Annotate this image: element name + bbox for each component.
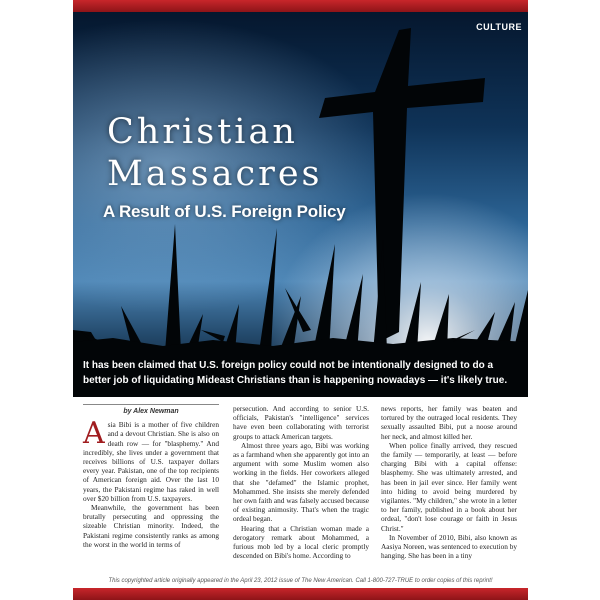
bottom-color-bar [73, 588, 528, 600]
cross-silhouette [319, 28, 485, 342]
headline-line-2: Massacres [107, 154, 323, 194]
subtitle: A Result of U.S. Foreign Policy [103, 202, 346, 221]
paragraph: Meanwhile, the government has been brutally persecuting and oppressing the sizeable Christian minority. Indeed, the Pakistani regime consistently ranks as among the worst in the world in terms of [83, 503, 219, 549]
headline-line-1: Christian [107, 112, 298, 152]
paragraph-text: sia Bibi is a mother of five children and a devout Christian. She is also on death row — for "blasphemy." And incredibly, she lives under a government that receives billions of U.S. taxpayer dollars every year. Pakistan, one of the top recipients of American foreign aid. Over the last 10 years, the Pakistani regime has raked in well over $20 billion from U.S. taxpayers. [83, 420, 219, 503]
paragraph: Almost three years ago, Bibi was working as a farmhand when she apparently got into an argument with some Muslim women also working in the fields. Her coworkers alleged that she "defamed" the Islamic prophet, Mohammed. She insists she merely defended her own faith and was falsely accused because of existing animosity. That's when the tragic ordeal began. [233, 440, 369, 524]
magazine-page [73, 0, 528, 600]
drop-cap: A [83, 416, 105, 452]
paragraph: persecution. And according to senior U.S. officials, Pakistan's "intelligence" services have even been collaborating with terrorist groups to attack American targets. [233, 404, 369, 441]
top-color-bar [73, 0, 528, 12]
deck-text: It has been claimed that U.S. foreign policy could not be intentionally designed to do a better job of liquidating Mideast Christians than is happening nowadays — it's likely true. [83, 360, 508, 386]
paragraph: news reports, her family was beaten and tortured by the outraged local residents. They sexually assaulted Bibi, put a noose around her neck, and almost killed her. [381, 404, 517, 441]
paragraph: Hearing that a Christian woman made a derogatory remark about Mohammed, a furious mob led by a local cleric promptly descended on Bibi's home. According to [233, 523, 369, 561]
reprint-notice: This copyrighted article originally appeared in the April 23, 2012 issue of The New American. Call 1-800-727-TRUE to order copies of this reprint! [73, 572, 528, 590]
article-column-3 [381, 404, 517, 560]
byline: by Alex Newman [83, 404, 219, 416]
article-column-1 [83, 404, 219, 549]
paragraph: When police finally arrived, they rescued the family — temporarily, at least — before charging Bibi with a capital offense: blasphemy. She was ultimately arrested, and has been in jail ever since. Her family went into hiding to avoid being murdered by vigilantes. "My children," she wrote in a letter to her family, published in a book about her ordeal, "don't lose courage or faith in Jesus Christ." [381, 440, 517, 533]
hero-image [73, 12, 528, 397]
paragraph [83, 416, 219, 503]
section-label: CULTURE [476, 22, 522, 32]
article-column-2 [233, 404, 369, 560]
paragraph: In November of 2010, Bibi, also known as Aasiya Noreen, was sentenced to execution by hanging. She has been in a tiny [381, 532, 517, 561]
